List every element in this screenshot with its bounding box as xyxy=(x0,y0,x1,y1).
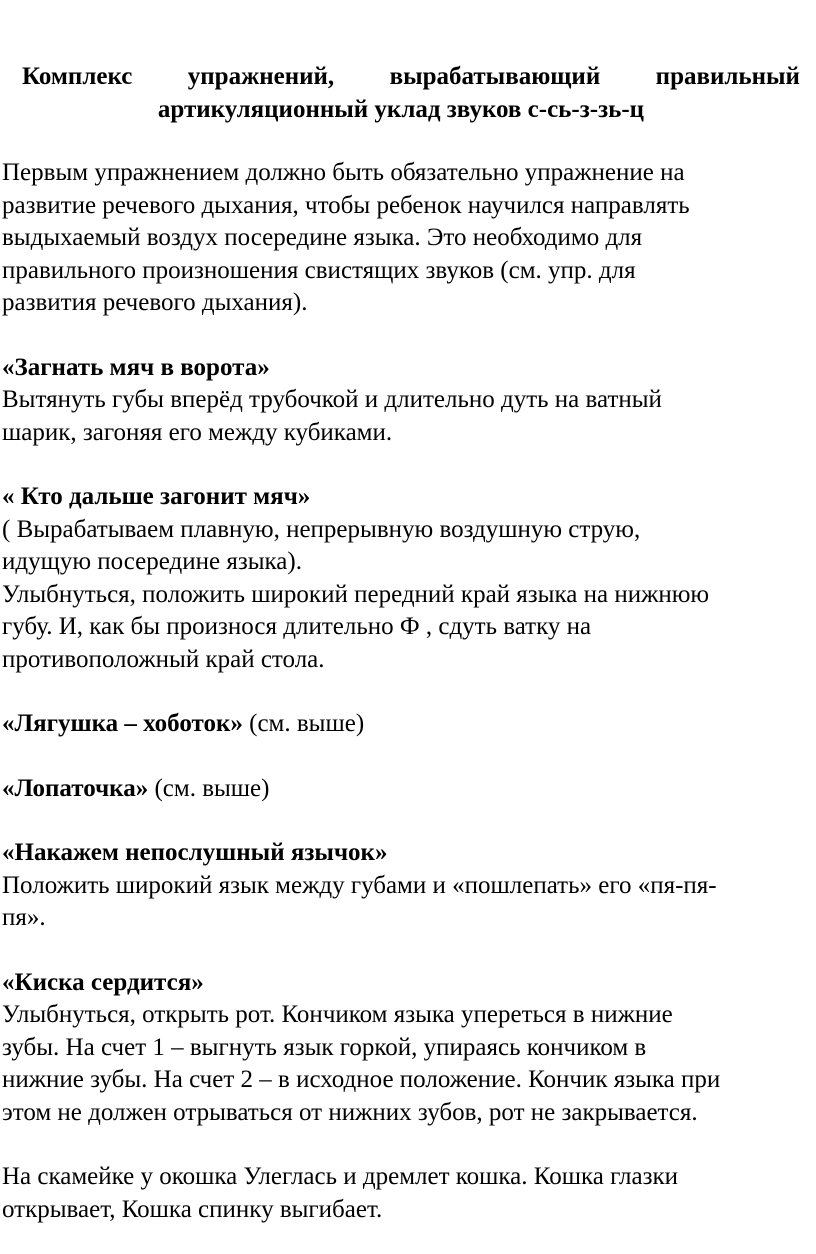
exercise-kto-dalshe xyxy=(2,481,800,676)
exercise-nakazhem xyxy=(2,837,800,935)
text-line: развитие речевого дыхания, чтобы ребенок научился направлять xyxy=(2,191,690,219)
exercise-note: (см. выше) xyxy=(148,774,270,802)
exercise-heading: «Лягушка – хоботок» xyxy=(2,710,243,737)
text-line: выдыхаемый воздух посередине языка. Это необходимо для xyxy=(2,224,643,251)
text-line: На скамейке у окошка Улеглась и дремлет кошка. Кошка глазки xyxy=(2,1163,679,1190)
text-line: этом не должен отрываться от нижних зубов, рот не закрывается. xyxy=(2,1098,698,1126)
exercise-line xyxy=(2,773,800,806)
exercise-line xyxy=(2,708,800,741)
exercise-heading: «Киска сердится» xyxy=(2,968,204,996)
text-line: Улыбнуться, положить широкий передний край языка на нижнюю xyxy=(2,580,710,608)
exercise-kiska xyxy=(2,967,800,1130)
title-line-2: артикуляционный уклад звуков с-сь-з-зь-ц xyxy=(157,96,645,123)
text-line: нижние зубы. На счет 2 – в исходное положение. Кончик языка при xyxy=(2,1066,721,1093)
text-line: зубы. На счет 1 – выгнуть язык горкой, упираясь кончиком в xyxy=(2,1033,647,1061)
text-line: пя». xyxy=(2,904,46,931)
text-line: губу. И, как бы произнося длительно Ф , сдуть ватку на xyxy=(2,613,592,640)
exercise-heading: «Накажем непослушный язычок» xyxy=(2,839,388,866)
text-line: шарик, загоняя его между кубиками. xyxy=(2,418,393,446)
exercise-lopatochka xyxy=(2,773,800,806)
title-word: правильный xyxy=(655,63,800,90)
text-line: Положить широкий язык между губами и «пошлепать» его «пя-пя- xyxy=(2,871,717,899)
title-line-1 xyxy=(2,60,800,93)
text-line: Вытянуть губы вперёд трубочкой и длительно дуть на ватный xyxy=(2,386,662,413)
exercise-heading: «Загнать мяч в ворота» xyxy=(2,353,270,381)
exercise-note: (см. выше) xyxy=(242,710,365,737)
text-line: правильного произношения свистящих звуков (см. упр. для xyxy=(2,256,636,284)
exercise-lyagushka xyxy=(2,708,800,741)
text-line: Первым упражнением должно быть обязательно упражнение на xyxy=(2,159,685,186)
title-word: вырабатывающий xyxy=(389,63,601,90)
exercise-zagnat-myach xyxy=(2,352,800,450)
text-line: развития речевого дыхания). xyxy=(2,289,308,316)
text-line: открывает, Кошка спинку выгибает. xyxy=(2,1195,383,1223)
text-line: противоположный край стола. xyxy=(2,645,325,673)
poem xyxy=(2,1161,800,1226)
title-word: Комплекс xyxy=(22,63,133,90)
document-title xyxy=(2,60,800,126)
text-line: идущую посередине языка). xyxy=(2,548,302,575)
exercise-heading: « Кто дальше загонит мяч» xyxy=(2,483,311,510)
title-word: упражнений, xyxy=(187,63,335,90)
intro-paragraph xyxy=(2,157,800,320)
text-line: Улыбнуться, открыть рот. Кончиком языка упереться в нижние xyxy=(2,1001,673,1028)
exercise-heading: «Лопаточка» xyxy=(2,774,149,802)
text-line: ( Вырабатываем плавную, непрерывную воздушную струю, xyxy=(2,515,641,543)
